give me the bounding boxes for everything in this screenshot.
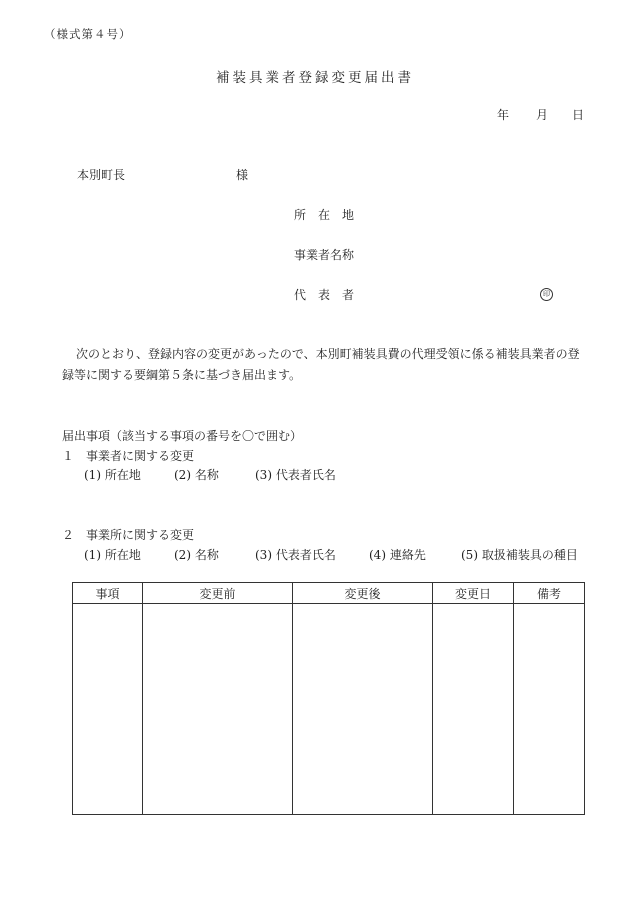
- section-2-option-4: (4) 連絡先: [369, 548, 426, 562]
- section-1-option-3: (3) 代表者氏名: [255, 468, 336, 482]
- cell-change-date[interactable]: [433, 604, 514, 815]
- table-header-row: [73, 583, 585, 604]
- header-change-date: 変更日: [433, 583, 514, 604]
- header-before: 変更前: [143, 583, 293, 604]
- section-1-option-2: (2) 名称: [174, 468, 219, 482]
- cell-remarks[interactable]: [514, 604, 585, 815]
- business-name-label: 事業者名称: [294, 248, 355, 262]
- table-row: [73, 604, 585, 815]
- date-month-label: 月: [536, 108, 549, 122]
- section-1-heading: １ 事業者に関する変更: [62, 449, 195, 463]
- header-remarks: 備考: [514, 583, 585, 604]
- addressee-honorific: 様: [236, 168, 249, 182]
- cell-item[interactable]: [73, 604, 143, 815]
- changes-table: [72, 582, 585, 815]
- section-2-option-2: (2) 名称: [174, 548, 219, 562]
- header-item: 事項: [73, 583, 143, 604]
- section-2-option-3: (3) 代表者氏名: [255, 548, 336, 562]
- cell-before[interactable]: [143, 604, 293, 815]
- section-2-option-1: (1) 所在地: [84, 548, 141, 562]
- header-after: 変更後: [293, 583, 433, 604]
- section-1-option-1: (1) 所在地: [84, 468, 141, 482]
- address-label: 所 在 地: [294, 208, 355, 222]
- items-heading: 届出事項（該当する事項の番号を〇で囲む）: [62, 429, 303, 443]
- section-2-heading: ２ 事業所に関する変更: [62, 528, 195, 542]
- representative-label: 代 表 者: [294, 288, 355, 302]
- seal-mark: 印: [540, 288, 553, 301]
- section-2-option-5: (5) 取扱補装具の種目: [461, 548, 578, 562]
- addressee-name: 本別町長: [77, 168, 126, 182]
- date-year-label: 年: [497, 108, 510, 122]
- document-title: 補装具業者登録変更届出書: [216, 70, 414, 86]
- form-number: （様式第４号）: [44, 27, 132, 41]
- body-text: 次のとおり、登録内容の変更があったので、本別町補装具費の代理受領に係る補装具業者の登録等に関する要綱第５条に基づき届出ます。: [62, 347, 580, 382]
- date-day-label: 日: [572, 108, 585, 122]
- cell-after[interactable]: [293, 604, 433, 815]
